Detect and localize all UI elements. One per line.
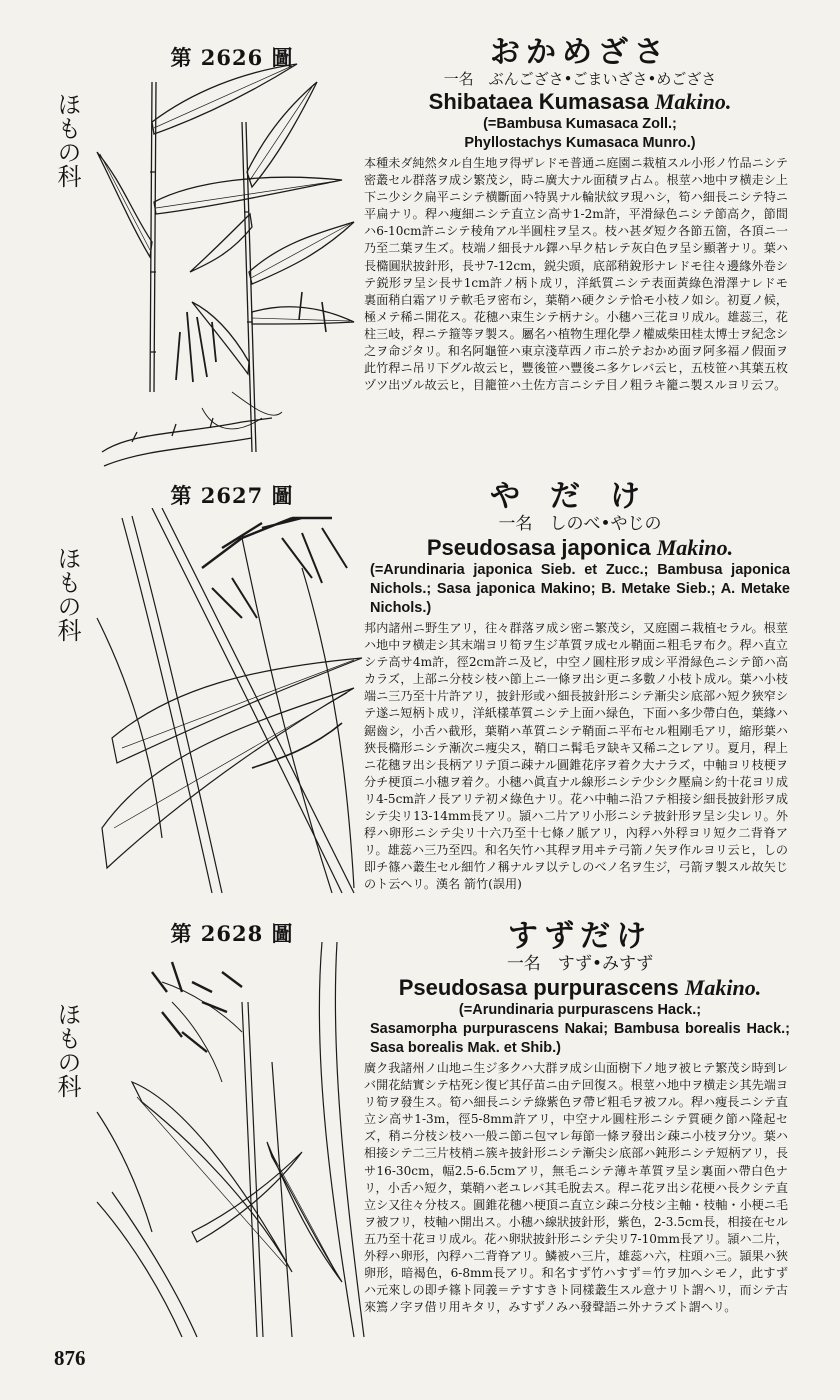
plant-illustration bbox=[92, 942, 372, 1342]
japanese-name: おかめざさ bbox=[490, 35, 670, 70]
figure-label: 第 2626 圖 bbox=[170, 45, 294, 70]
synonym-line: Sasamorpha purpurascens Nakai; Bambusa borealis Hack.; Sasa borealis Mak. et Shib.) bbox=[370, 1021, 790, 1056]
scientific-name: Pseudosasa japonica Makino. bbox=[426, 535, 734, 560]
entry-text bbox=[364, 35, 790, 394]
synonym-line: (=Arundinaria japonica Sieb. et Zucc.; Bambusa japonica Nichols.; Sasa japonica Makino; B. Metake Sieb.; A. Metake Nichols.) bbox=[370, 562, 790, 616]
synonym-line: (=Bambusa Kumasaca Zoll.; bbox=[483, 116, 677, 132]
entry-2627 bbox=[0, 478, 840, 910]
figure-label: 第 2627 圖 bbox=[170, 483, 294, 508]
description: 本種未ダ純然タル自生地ヲ得ザレドモ普通ニ庭園ニ栽植スル小形ノ竹品ニシテ密叢セル群落ヲ成シ繁茂シ，時ニ廣大ナル面積ヲ占ム。根莖ハ地中ヲ横走シ上下ニ少シク扁平ニシテ横斷面ハ特異ナル輪狀紋ヲ現ハシ，筍ハ細長ニシテ特ニ平扁ナリ。稈ハ痩細ニシテ直立シ高サ1-2m許，平滑緑色ニシテ節高ク，節間ハ6-10cm許ニシテ稜角アル半圓柱ヲ呈ス。枝ハ甚ダ短ク各節五箇，各頂ニ一乃至二葉ヲ生ズ。枝端ノ細長ナル鐸ハ早ク枯レテ灰白色ヲ呈シ顯著ナリ。葉ハ長橢圓狀披針形，長サ7-12cm，鋭尖頭，底部稍銳形ナレドモ往々邊緣外卷シテ鋭形ヲ呈シ長サ1cm許ノ柄ト成リ，洋紙質ニシテ表面黃綠色滑澤ナレドモ裏面稍白霜アリテ軟毛ヲ密布シ，葉鞘ハ硬クシテ恰モ小枝ノ如シ。初夏ノ候，極メテ稀ニ開花ス。花穗ハ束生シテ柄ナシ。小穗ハ三花ヨリ成ル。雄蕊三，花柱三岐，稈ニテ箍等ヲ製ス。屬名ハ植物生理化學ノ權威柴田桂太博士ヲ紀念シ之ヲ命ジタリ。和名阿龜笹ハ東京淺草西ノ市ニ於テおかめ面ヲ阿多福ノ假面ヲ此竹稈ニ吊リ下グル故云ヒ，豐後笹ハ豐後ニ多ケレバ云ヒ，五枝笹ハ其葉五枚ヅツ出ヅル故云ヒ，目籠笹ハ土佐方言ニシテ目ノ粗ラキ籠ニ製スルヨリ云フ。 bbox=[364, 156, 788, 393]
figure-label: 第 2628 圖 bbox=[170, 921, 294, 946]
alias-names: 一名 すず•みすず bbox=[506, 954, 654, 974]
family-label: ほもの科 bbox=[53, 1002, 81, 1098]
page-number: 876 bbox=[54, 1346, 86, 1370]
scientific-name: Shibataea Kumasasa Makino. bbox=[428, 89, 732, 114]
plant-illustration bbox=[92, 508, 372, 898]
entry-text bbox=[364, 479, 790, 894]
family-label: ほもの科 bbox=[53, 92, 81, 188]
alias-names: 一名 しのべ•やじの bbox=[498, 514, 662, 534]
family-label: ほもの科 bbox=[53, 546, 81, 642]
entry-2626 bbox=[0, 0, 840, 478]
description: 廣ク我諸州ノ山地ニ生ジ多クハ大群ヲ成シ山面樹下ノ地ヲ被ヒテ繁茂シ時到レバ開花結實シテ枯死シ復ビ其仔苗ニ由テ回復ス。根莖ハ地中ヲ横走シ其先端ヨリ筍ヲ發生ス。筍ハ細長ニシテ綠紫色ヲ帶ビ粗毛ヲ被フル。稈ハ痩長ニシテ直立シ高サ1-3m，徑5-8mm許アリ，中空ナル圓柱形ニシテ質硬ク節ハ隆起セズ，稍ニ分枝シ枝ハ一般ニ節ニ包マレ毎節一條ヲ發出シ疎ニ小枝ヲ分ツ。葉ハ相接シテ二三片枝梢ニ簇キ披針形ニシテ漸尖シ底部ハ鈍形ニシテ短柄アリ，長サ16-30cm，幅2.5-6.5cmアリ，無毛ニシテ薄キ革質ヲ呈シ裏面ハ帶白色ナリ，小舌ハ短ク，葉鞘ハ老ユレバ其毛脫去ス。稈ニ花ヲ出シ花梗ハ長クシテ直立シ又往々分枝ス。圓錐花穗ハ梗頂ニ直立シ疎ニ分枝シ主軸・枝軸・小梗ニ毛ヲ被フリ，枝軸ハ開出ス。小穗ハ線狀披針形，紫色，2-3.5cm長，相接在セル五乃至十花ヨリ成ル。花ハ卵狀披針形ニシテ尖リ7-10mm長アリ。頴ハ二片，外稃ハ卵形，內稃ハ二背脊アリ。鱗被ハ三片，雄蕊ハ六，柱頭ハ三。頴果ハ狹卵形，暗褐色，6-8mm長アリ。和名すず竹ハすず＝竹ヲ加ヘシモノ，此すずハ元來しの即チ篠ト同義＝テすすきト同樣叢生スル意ナリト謂ヘリ，而シテ古來篶ノ字ヲ借リ用キタリ，みすずノみハ發聲語ニ外ナラズト謂ヘリ。 bbox=[364, 1061, 788, 1315]
japanese-name: やだけ bbox=[490, 479, 670, 514]
entry-2628 bbox=[0, 910, 840, 1340]
scientific-name: Pseudosasa purpurascens Makino. bbox=[398, 975, 762, 1000]
plant-illustration bbox=[92, 62, 362, 472]
synonym-line: (=Arundinaria purpurascens Hack.; bbox=[458, 1002, 702, 1018]
entry-text bbox=[364, 919, 790, 1316]
description: 邦内諸州ニ野生アリ，往々群落ヲ成シ密ニ繁茂シ，又庭園ニ栽植セラル。根莖ハ地中ヲ横走シ其末端ヨリ筍ヲ生ジ革質ヲ成セル鞘面ニ粗毛ヲ布ク。稈ハ直立シテ高サ4m許，徑2cm許ニ及ビ，中空ノ圓柱形ヲ成シ平滑緑色ニシテ節ハ高カラズ，上部ニ分枝シ枝ハ節上ニ一條ヲ出シ更ニ多數ノ小枝ト成ル。葉ハ小枝端ニ三乃至十片許アリ，披針形或ハ細長披針形ニシテ漸尖シ底部ハ短ク狹窄シテ遂ニ短柄ト成リ，洋紙樣革質ニシテ上面ハ緑色，下面ハ多少帶白色，葉緣ハ鋸齒シ，小舌ハ截形，葉鞘ハ革質ニシテ鞘面ニ平布セル粗剛毛アリ，縮形葉ハ狹長橢形ニシテ漸次ニ痩尖ス，鞘口ニ髯毛ヲ缺キ又稀ニ之レアリ。夏月，稈上ニ花穗ヲ出シ長柄アリテ頂ニ疎ナル圓錐花序ヲ着ク大ナラズ，中軸ヨリ枝梗ヲ分チ梗頂ニ小穗ヲ着ク。小穗ハ眞直ナル線形ニシテ少シク壓扁シ約十花ヨリ成リ4-5cm許ノ長アリテ初メ綠色ナリ。花ハ中軸ニ沿フテ相接シ細長披針形ヲ成シテ尖リ13-14mm長アリ。頴ハ二片アリ小形ニシテ披針形ヲ呈シ尖レリ。外稃ハ卵形ニシテ尖リ十六乃至十七條ノ脈アリ，內稃ハ外稃ヨリ短ク二背脊アリ。雄蕊ハ三乃至四。和名矢竹ハ其稈ヲ用ヰテ弓箭ノ矢ヲ作ルヨリ云ヒ，しの即チ篠ハ叢生セル細竹ノ稱ナルヲ以テしのべノ名ヲ生ジ，弓箭ヲ製スル故矢じのト云ヘリ。漢名 箭竹(誤用) bbox=[364, 621, 788, 892]
japanese-name: すずだけ bbox=[507, 919, 653, 954]
synonym-line: Phyllostachys Kumasaca Munro.) bbox=[464, 135, 696, 151]
alias-names: 一名 ぶんござさ•ごまいざさ•めござさ bbox=[443, 70, 717, 88]
